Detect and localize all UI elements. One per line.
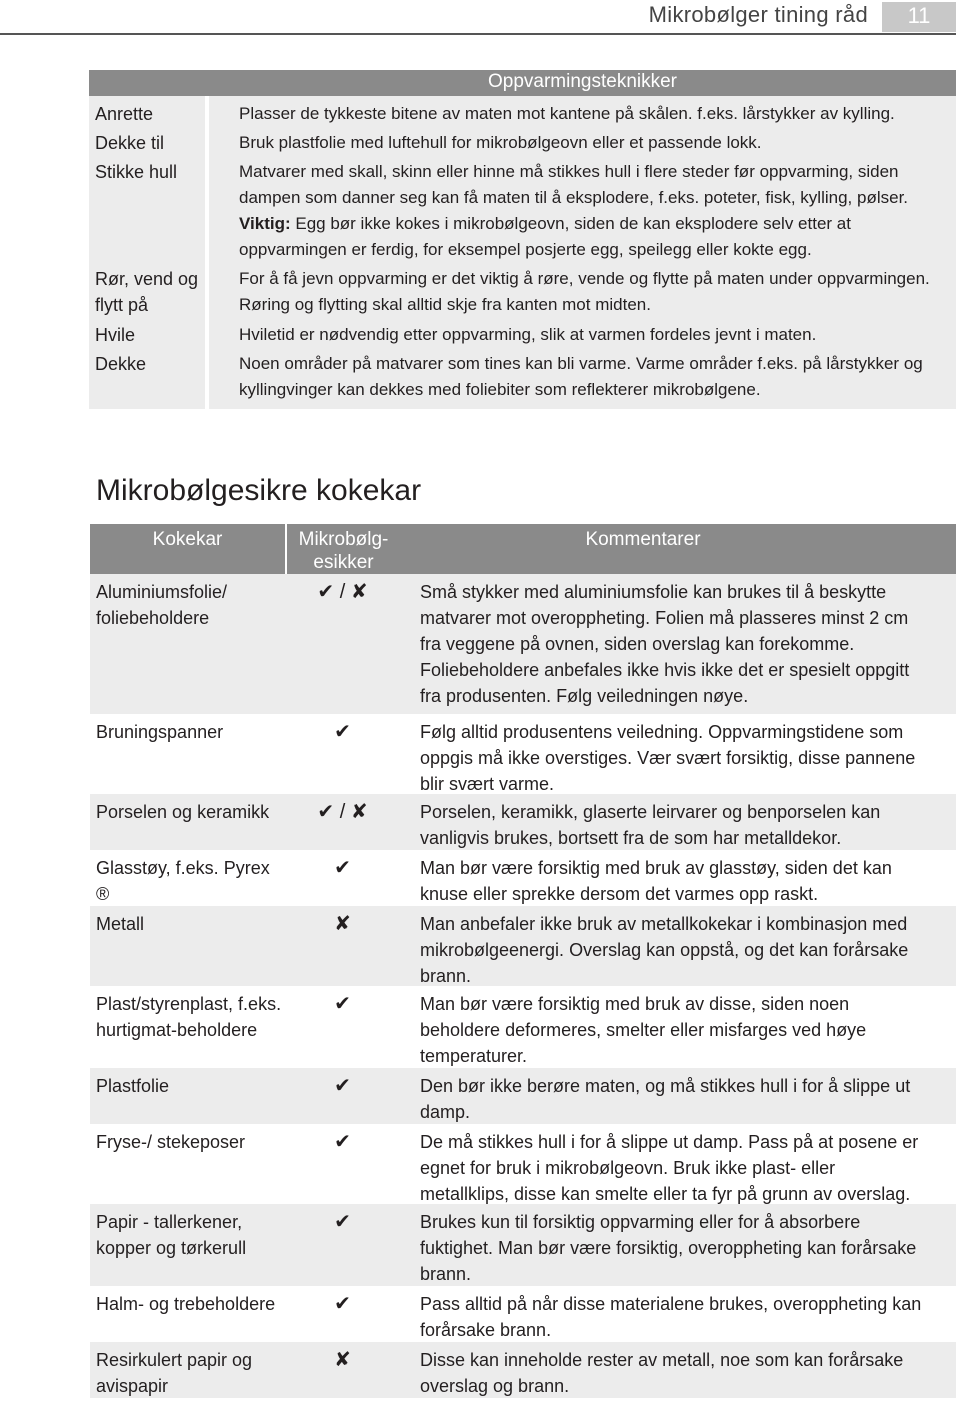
column-header-safe-line2: esikker — [313, 552, 374, 573]
cookware-item: Resirkulert papir og avispapir — [96, 1350, 253, 1396]
technique-text: Hviletid er nødvendig etter oppvarming, slik at varmen fordeles jevnt i maten. — [239, 325, 817, 344]
cookware-comment: Man bør være forsiktig med bruk av glasstøy, siden det kan knuse eller sprekke dersom det varmes opp raskt. — [420, 858, 892, 904]
safety-mark: ✔ — [334, 1075, 351, 1097]
cookware-comment: Følg alltid produsentens veiledning. Oppvarmingstidene som oppgis må ikke overstiges. Vær svært forsiktig, disse pannene blir svært varme. — [420, 722, 916, 794]
safety-mark: ✔ — [334, 721, 351, 743]
safety-mark: ✔ — [334, 1211, 351, 1233]
table-row — [90, 850, 956, 906]
cookware-comment: Pass alltid på når disse materialene brukes, overoppheting kan forårsake brann. — [420, 1294, 922, 1340]
technique-label: Stikke hull — [95, 162, 178, 182]
technique-text: Noen områder på matvarer som tines kan bli varme. Varme områder f.eks. på lårstykker og kyllingvinger kan dekkes med foliebiter som reflekterer mikrobølgene. — [239, 354, 923, 399]
cookware-item: Aluminiumsfolie/ foliebeholdere — [96, 582, 228, 628]
cookware-item: Plast/styrenplast, f.eks. hurtigmat-beholdere — [96, 994, 282, 1040]
table-row — [90, 1068, 956, 1124]
techniques-labels — [89, 96, 205, 409]
safety-mark: ✔ — [334, 993, 351, 1015]
technique-text: Plasser de tykkeste bitene av maten mot kantene på skålen. f.eks. lårstykker av kylling. — [239, 104, 895, 123]
cookware-item: Metall — [96, 914, 145, 934]
technique-text: For å få jevn oppvarming er det viktig å røre, vende og flytte på maten under oppvarmingen. Røring og flytting skal alltid skje fra kanten mot midten. — [239, 269, 930, 314]
table-row — [90, 906, 956, 986]
safety-mark: ✔ — [334, 1293, 351, 1315]
cookware-comment: Den bør ikke berøre maten, og må stikkes hull i for å slippe ut damp. — [420, 1076, 911, 1122]
column-header-safe-line1: Mikrobølg- — [298, 529, 389, 550]
safety-mark: ✔ / ✘ — [317, 581, 368, 603]
technique-text: Bruk plastfolie med luftehull for mikrobølgeovn eller et passende lokk. — [239, 133, 762, 152]
table-row — [90, 574, 956, 714]
technique-label: Dekke til — [95, 133, 165, 153]
techniques-texts — [209, 96, 956, 409]
safety-mark: ✘ — [334, 1349, 351, 1371]
technique-text: Matvarer med skall, skinn eller hinne må stikkes hull i flere steder før oppvarming, siden dampen som danner seg kan få maten til å eksplodere, f.eks. poteter, fisk, kylling, pølser. — [239, 162, 909, 207]
technique-label: Dekke — [95, 354, 147, 374]
table-row — [90, 794, 956, 850]
safety-mark: ✔ — [334, 857, 351, 879]
table-row — [90, 714, 956, 794]
cookware-item: Porselen og keramikk — [96, 802, 270, 822]
technique-label: Hvile — [95, 325, 136, 345]
column-header-comment: Kommentarer — [585, 529, 701, 550]
page-number: 11 — [882, 2, 956, 32]
cookware-comment: Små stykker med aluminiumsfolie kan brukes til å beskytte matvarer mot overoppheting. Folien må plasseres minst 2 cm fra veggene på ovnen, siden overslag kan forekomme. Foliebeholdere anbefales ikke hvis ikke det er spesielt oppgitt fra produsenten. Følg veiledningen nøye. — [420, 582, 910, 706]
column-header-safe — [285, 524, 400, 574]
cookware-item: Papir - tallerkener, kopper og tørkerull — [96, 1212, 247, 1258]
cookware-item: Glasstøy, f.eks. Pyrex ® — [96, 858, 270, 904]
heating-techniques-table — [89, 70, 956, 409]
cookware-comment: Disse kan inneholde rester av metall, noe som kan forårsake overslag og brann. — [420, 1350, 904, 1396]
technique-label: Rør, vend og flytt på — [95, 269, 199, 315]
safety-mark: ✔ / ✘ — [317, 801, 368, 823]
section-title: Mikrobølgesikre kokekar — [96, 474, 422, 507]
warning-text: Egg bør ikke kokes i mikrobølgeovn, siden de kan eksplodere selv etter at oppvarmingen er ferdig, for eksempel posjerte egg, speilegg eller kokte egg. — [239, 214, 851, 259]
safety-mark: ✔ — [334, 1131, 351, 1153]
table-row — [90, 1124, 956, 1204]
techniques-heading: Oppvarmingsteknikker — [89, 70, 956, 96]
cookware-comment: De må stikkes hull i for å slippe ut damp. Pass på at posene er egnet for bruk i mikrobølgeovn. Bruk ikke plast- eller metallklips, disse kan smelte eller ta fyr på grunn av overslag. — [420, 1132, 919, 1204]
table-row — [90, 986, 956, 1068]
table-row — [90, 1286, 956, 1342]
header-divider — [0, 33, 956, 35]
cookware-table — [90, 524, 956, 1398]
cookware-comment: Brukes kun til forsiktig oppvarming eller for å absorbere fuktighet. Man bør være forsiktig, overoppheting kan forårsake brann. — [420, 1212, 917, 1284]
column-header-item: Kokekar — [152, 529, 223, 550]
cookware-item: Halm- og trebeholdere — [96, 1294, 276, 1314]
cookware-table-header — [90, 524, 956, 574]
technique-label: Anrette — [95, 104, 154, 124]
page-header-title: Mikrobølger tining råd — [648, 2, 868, 27]
cookware-comment: Porselen, keramikk, glaserte leirvarer og benporselen kan vanligvis brukes, bortsett fra de som har metalldekor. — [420, 802, 881, 848]
cookware-item: Bruningspanner — [96, 722, 224, 742]
cookware-comment: Man bør være forsiktig med bruk av disse, siden noen beholdere deformeres, smelter eller misfarges ved høye temperaturer. — [420, 994, 867, 1066]
table-row — [90, 1342, 956, 1398]
safety-mark: ✘ — [334, 913, 351, 935]
cookware-comment: Man anbefaler ikke bruk av metallkokekar i kombinasjon med mikrobølgeenergi. Overslag kan oppstå, og det kan forårsake brann. — [420, 914, 909, 986]
cookware-item: Fryse-/ stekeposer — [96, 1132, 246, 1152]
table-row — [90, 1204, 956, 1286]
warning-label: Viktig: — [239, 214, 291, 233]
technique-warning — [239, 211, 950, 263]
cookware-item: Plastfolie — [96, 1076, 170, 1096]
